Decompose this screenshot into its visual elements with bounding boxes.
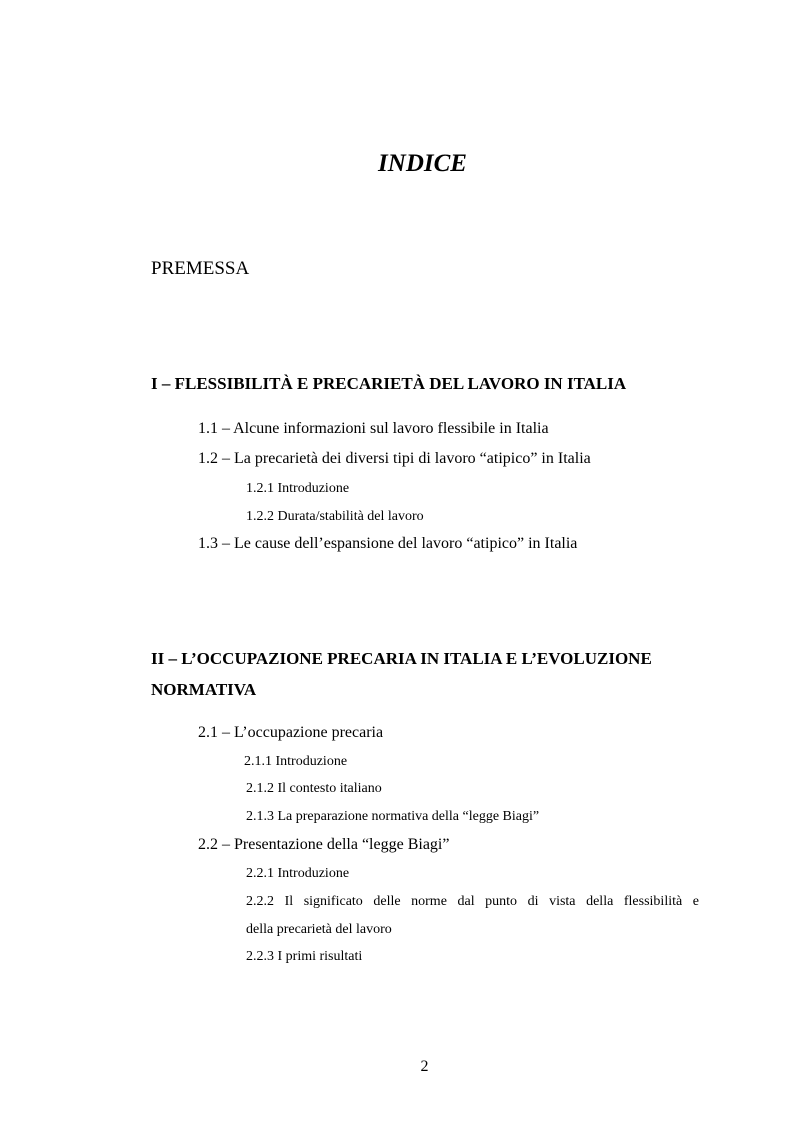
chapter-1-heading: I – FLESSIBILITÀ E PRECARIETÀ DEL LAVORO IN ITALIA (151, 374, 627, 393)
toc-subsection-1-2-2: 1.2.2 Durata/stabilità del lavoro (246, 509, 424, 524)
toc-subsection-2-2-2: 2.2.2 Il significato delle norme dal punto di vista della flessibilità e (246, 894, 699, 909)
toc-subsection-2-2-3: 2.2.3 I primi risultati (246, 949, 363, 964)
toc-premessa: PREMESSA (151, 258, 250, 279)
toc-subsection-1-2-1: 1.2.1 Introduzione (246, 481, 350, 496)
page-title: INDICE (378, 150, 467, 177)
toc-section-2-2: 2.2 – Presentazione della “legge Biagi” (198, 836, 450, 853)
page-number: 2 (420, 1058, 429, 1075)
chapter-2-heading-line1: II – L’OCCUPAZIONE PRECARIA IN ITALIA E L’EVOLUZIONE (151, 649, 652, 668)
chapter-2-heading-line2: NORMATIVA (151, 680, 257, 699)
toc-subsection-2-1-3: 2.1.3 La preparazione normativa della “legge Biagi” (246, 809, 540, 824)
toc-section-1-2: 1.2 – La precarietà dei diversi tipi di lavoro “atipico” in Italia (198, 450, 591, 467)
toc-subsection-2-2-1: 2.2.1 Introduzione (246, 866, 350, 881)
toc-subsection-2-1-2: 2.1.2 Il contesto italiano (246, 781, 382, 796)
toc-section-1-1: 1.1 – Alcune informazioni sul lavoro flessibile in Italia (198, 420, 549, 437)
toc-subsection-2-1-1: 2.1.1 Introduzione (244, 754, 348, 769)
toc-subsection-2-2-2-continued: della precarietà del lavoro (246, 922, 392, 937)
toc-section-2-1: 2.1 – L’occupazione precaria (198, 724, 384, 741)
toc-section-1-3: 1.3 – Le cause dell’espansione del lavoro “atipico” in Italia (198, 535, 578, 552)
